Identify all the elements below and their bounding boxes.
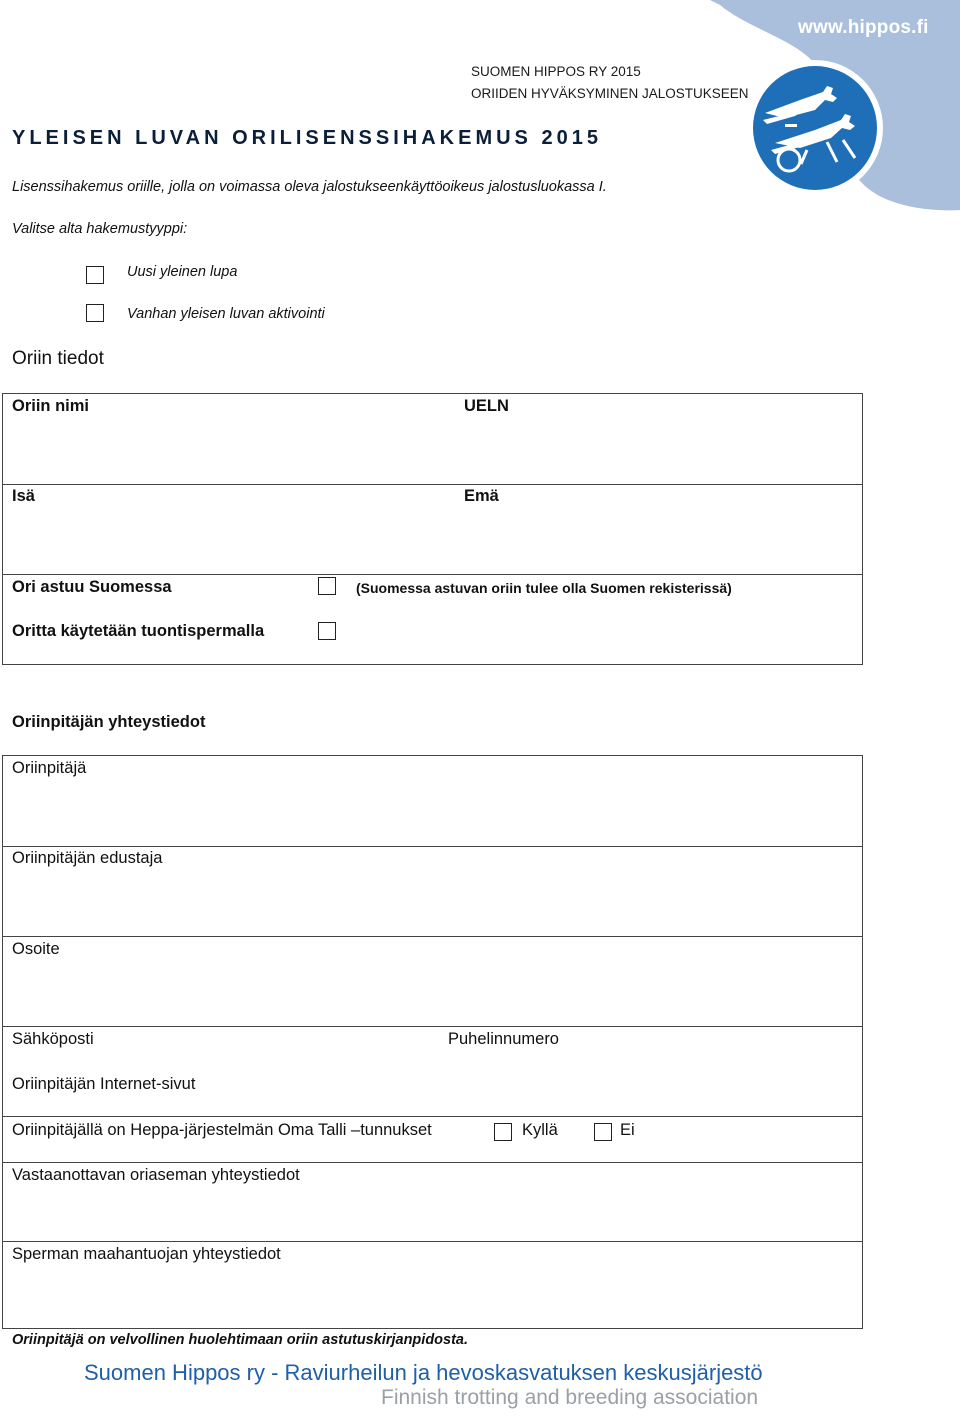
divider xyxy=(2,574,863,575)
heppa-no-label: Ei xyxy=(620,1121,635,1139)
email-field[interactable] xyxy=(110,1030,430,1052)
intro-text: Lisenssihakemus oriille, jolla on voimassa oleva jalostukseenkäyttöoikeus jalostusluokassa I. xyxy=(12,179,607,195)
footer-org-name-en: Finnish trotting and breeding association xyxy=(381,1386,759,1409)
obligation-note: Oriinpitäjä on velvollinen huolehtimaan oriin astutuskirjanpidosta. xyxy=(12,1332,469,1348)
divider xyxy=(2,1162,863,1163)
importer-field[interactable] xyxy=(12,1268,852,1323)
hippos-logo-icon xyxy=(745,58,885,198)
activate-license-checkbox[interactable] xyxy=(86,304,104,322)
owner-field[interactable] xyxy=(12,782,852,840)
in-finland-label: Ori astuu Suomessa xyxy=(12,578,172,596)
address-label: Osoite xyxy=(12,940,60,958)
activate-license-label: Vanhan yleisen luvan aktivointi xyxy=(127,306,325,322)
in-finland-note: (Suomessa astuvan oriin tulee olla Suomen rekisterissä) xyxy=(356,580,732,596)
stallion-name-label: Oriin nimi xyxy=(12,397,90,415)
divider xyxy=(2,846,863,847)
phone-label: Puhelinnumero xyxy=(448,1030,559,1048)
new-license-checkbox[interactable] xyxy=(86,266,104,284)
heppa-no-checkbox[interactable] xyxy=(594,1123,612,1141)
dam-label: Emä xyxy=(464,487,499,505)
representative-field[interactable] xyxy=(12,872,852,930)
representative-label: Oriinpitäjän edustaja xyxy=(12,849,163,867)
import-semen-label: Oritta käytetään tuontispermalla xyxy=(12,622,265,640)
website-field[interactable] xyxy=(225,1075,850,1097)
stallion-section-heading: Oriin tiedot xyxy=(12,348,104,369)
ueln-label: UELN xyxy=(464,397,509,415)
sire-label: Isä xyxy=(12,487,35,505)
choose-type-text: Valitse alta hakemustyyppi: xyxy=(12,221,188,237)
divider xyxy=(2,484,863,485)
email-label: Sähköposti xyxy=(12,1030,94,1048)
heppa-yes-checkbox[interactable] xyxy=(494,1123,512,1141)
address-field[interactable] xyxy=(12,963,852,1021)
ueln-field[interactable] xyxy=(464,420,854,478)
form-title: YLEISEN LUVAN ORILISENSSIHAKEMUS 2015 xyxy=(12,127,602,149)
footer-org-name: Suomen Hippos ry - Raviurheilun ja hevoskasvatuksen keskusjärjestö xyxy=(84,1360,763,1385)
dept-line: ORIIDEN HYVÄKSYMINEN JALOSTUKSEEN xyxy=(471,86,749,101)
divider xyxy=(2,936,863,937)
divider xyxy=(2,1026,863,1027)
station-label: Vastaanottavan oriaseman yhteystiedot xyxy=(12,1166,300,1184)
sire-field[interactable] xyxy=(12,510,442,568)
website-label: Oriinpitäjän Internet-sivut xyxy=(12,1075,196,1093)
heppa-yes-label: Kyllä xyxy=(522,1121,558,1139)
website-url[interactable]: www.hippos.fi xyxy=(798,17,929,38)
in-finland-checkbox[interactable] xyxy=(318,577,336,595)
owner-label: Oriinpitäjä xyxy=(12,759,87,777)
dam-field[interactable] xyxy=(464,510,854,568)
importer-label: Sperman maahantuojan yhteystiedot xyxy=(12,1245,281,1263)
heppa-label: Oriinpitäjällä on Heppa-järjestelmän Oma Talli –tunnukset xyxy=(12,1121,432,1139)
stallion-name-field[interactable] xyxy=(12,420,442,478)
org-line: SUOMEN HIPPOS RY 2015 xyxy=(471,64,641,79)
import-semen-checkbox[interactable] xyxy=(318,622,336,640)
divider xyxy=(2,1241,863,1242)
station-field[interactable] xyxy=(12,1189,852,1235)
new-license-label: Uusi yleinen lupa xyxy=(127,264,238,280)
divider xyxy=(2,1116,863,1117)
phone-field[interactable] xyxy=(580,1030,850,1052)
owner-section-heading: Oriinpitäjän yhteystiedot xyxy=(12,713,206,731)
